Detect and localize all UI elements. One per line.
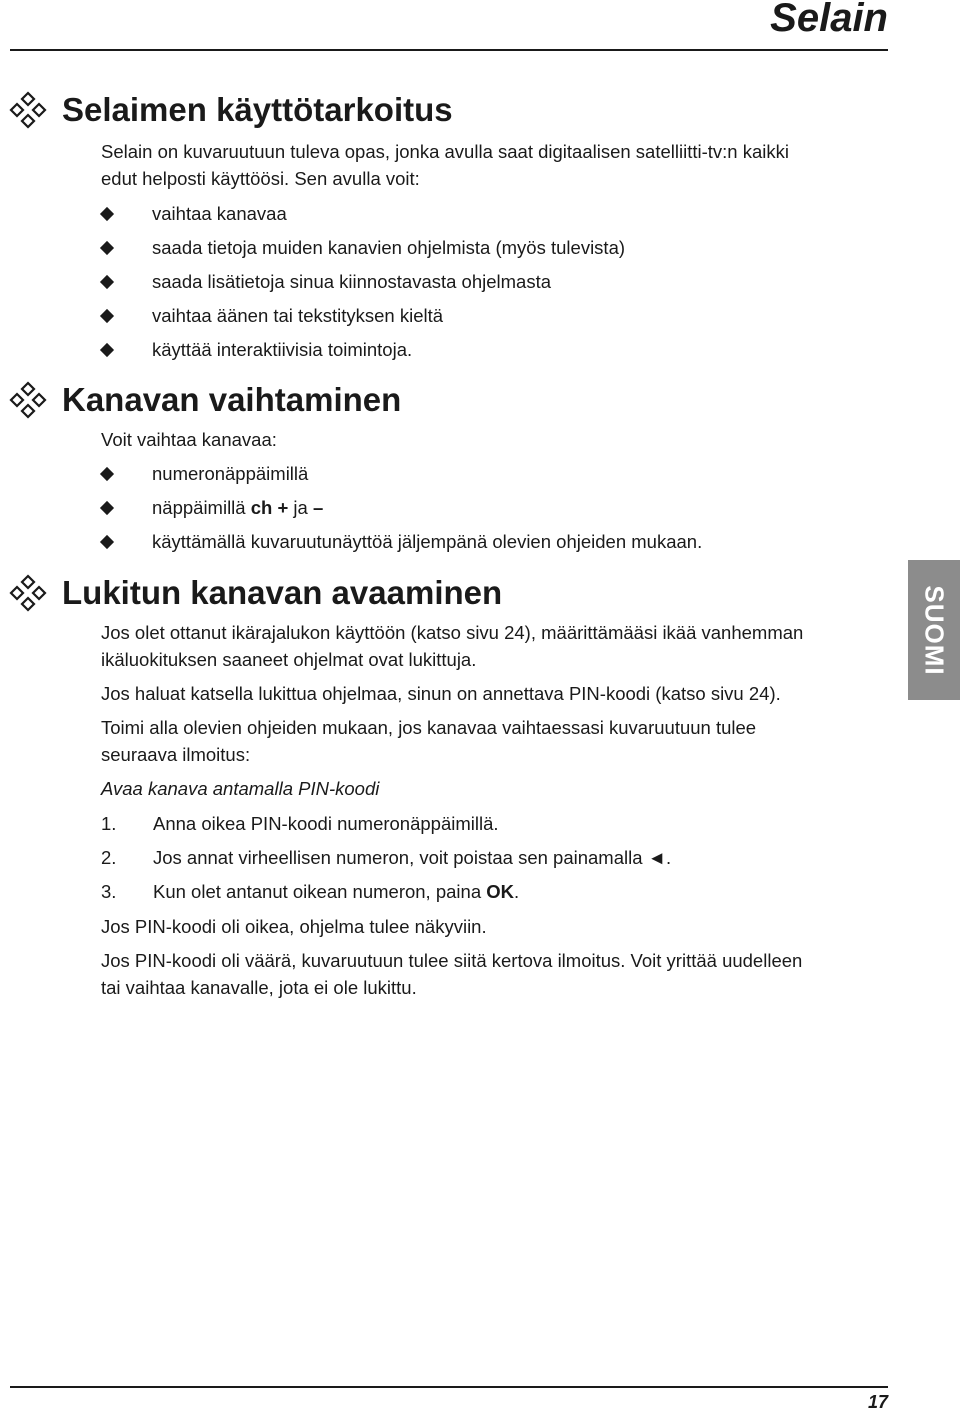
- step-text: Kun olet antanut oikean numeron, paina OK.: [153, 881, 520, 902]
- section-heading-channel-change: [8, 380, 401, 420]
- list-item: [100, 494, 323, 521]
- step-number: 1.: [101, 813, 117, 834]
- numbered-step: [101, 844, 671, 871]
- key-label: –: [312, 497, 324, 518]
- four-diamond-icon: [8, 90, 48, 130]
- list-item-text: vaihtaa äänen tai tekstityksen kieltä: [152, 305, 444, 326]
- step-number: 3.: [101, 881, 117, 902]
- diamond-bullet-icon: [100, 206, 114, 220]
- list-item: [100, 528, 702, 555]
- paragraph: seuraava ilmoitus:: [101, 744, 251, 765]
- section-heading-selain-purpose: [8, 90, 453, 130]
- paragraph: Jos haluat katsella lukittua ohjelmaa, sinun on annettava PIN-koodi (katso sivu 24).: [101, 683, 781, 704]
- numbered-step: [101, 810, 499, 837]
- diamond-bullet-icon: [100, 534, 114, 548]
- footer-rule: [10, 1386, 888, 1388]
- step-text: Anna oikea PIN-koodi numeronäppäimillä.: [153, 813, 499, 834]
- list-item: [100, 336, 412, 363]
- list-item-text: käyttämällä kuvaruutunäyttöä jäljempänä olevien ohjeiden mukaan.: [152, 531, 703, 552]
- list-item: [100, 460, 308, 487]
- four-diamond-icon: [8, 573, 48, 613]
- diamond-bullet-icon: [100, 342, 114, 356]
- list-item: [100, 234, 625, 261]
- key-label: ch +: [250, 497, 289, 518]
- step-number: 2.: [101, 847, 117, 868]
- list-item: [100, 268, 551, 295]
- section-title: Selaimen käyttötarkoitus: [62, 91, 453, 128]
- header-rule: [10, 49, 888, 51]
- language-tab-label: SUOMI: [919, 584, 950, 676]
- list-item-text: näppäimillä ch + ja –: [152, 497, 324, 518]
- list-item-text: käyttää interaktiivisia toimintoja.: [152, 339, 413, 360]
- step-text: Jos annat virheellisen numeron, voit poistaa sen painamalla ◄.: [153, 847, 672, 868]
- diamond-bullet-icon: [100, 274, 114, 288]
- section-title: Lukitun kanavan avaaminen: [62, 574, 503, 611]
- page-header-title: Selain: [770, 0, 888, 40]
- on-screen-message: Avaa kanava antamalla PIN-koodi: [101, 778, 380, 799]
- paragraph: tai vaihtaa kanavalle, jota ei ole lukittu.: [101, 977, 417, 998]
- section-title: Kanavan vaihtaminen: [62, 381, 402, 418]
- list-item-text: saada tietoja muiden kanavien ohjelmista (myös tulevista): [152, 237, 626, 258]
- list-item: [100, 302, 443, 329]
- paragraph: Selain on kuvaruutuun tuleva opas, jonka avulla saat digitaalisen satelliitti-tv:n kaikki: [101, 141, 789, 162]
- paragraph: edut helposti käyttöösi. Sen avulla voit:: [101, 168, 420, 189]
- paragraph: Jos PIN-koodi oli oikea, ohjelma tulee näkyviin.: [101, 916, 487, 937]
- numbered-step: [101, 878, 519, 905]
- diamond-bullet-icon: [100, 308, 114, 322]
- paragraph: Voit vaihtaa kanavaa:: [101, 429, 277, 450]
- diamond-bullet-icon: [100, 500, 114, 514]
- four-diamond-icon: [8, 380, 48, 420]
- key-label: OK: [486, 881, 514, 902]
- page-number: 17: [867, 1392, 888, 1412]
- language-tab: [908, 560, 960, 700]
- diamond-bullet-icon: [100, 466, 114, 480]
- section-heading-locked-channel: [8, 573, 502, 613]
- list-item-text: numeronäppäimillä: [152, 463, 309, 484]
- paragraph: ikäluokituksen saaneet ohjelmat ovat lukittuja.: [101, 649, 477, 670]
- diamond-bullet-icon: [100, 240, 114, 254]
- list-item-text: vaihtaa kanavaa: [152, 203, 287, 224]
- list-item-text: saada lisätietoja sinua kiinnostavasta ohjelmasta: [152, 271, 552, 292]
- list-item: [100, 200, 287, 227]
- paragraph: Jos PIN-koodi oli väärä, kuvaruutuun tulee siitä kertova ilmoitus. Voit yrittää uudelleen: [101, 950, 803, 971]
- paragraph: Toimi alla olevien ohjeiden mukaan, jos kanavaa vaihtaessasi kuvaruutuun tulee: [101, 717, 757, 738]
- paragraph: Jos olet ottanut ikärajalukon käyttöön (katso sivu 24), määrittämääsi ikää vanhemman: [101, 622, 804, 643]
